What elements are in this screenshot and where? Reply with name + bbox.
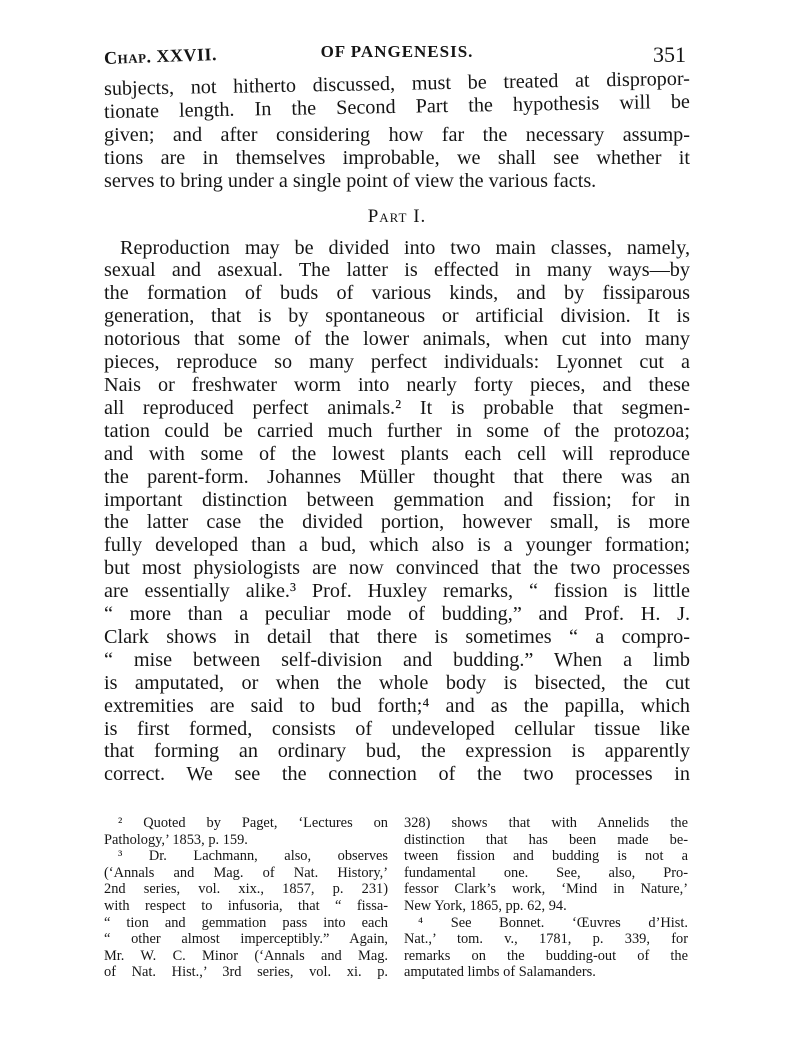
text-line: fully developed than a bud, which also is a younger formation; — [104, 534, 690, 557]
chapter-label: Chap. XXVII. — [103, 44, 218, 68]
text-line: Reproduction may be divided into two main classes, namely, — [120, 236, 690, 259]
text-line: “ more than a peculiar mode of budding,” and Prof. H. J. — [104, 603, 690, 626]
text-line: but most physiologists are now convinced that the two processes — [104, 557, 690, 580]
part-heading: Part I. — [367, 205, 427, 227]
footnote-line: fessor Clark’s work, ‘Mind in Nature,’ — [404, 881, 688, 898]
text-line: Clark shows in detail that there is sometimes “ a compro- — [104, 625, 690, 648]
footnote-line: tween fission and budding is not a — [404, 848, 688, 865]
body-text — [103, 67, 691, 786]
footnote-line: New York, 1865, pp. 62, 94. — [404, 897, 567, 914]
text-line: all reproduced perfect animals.² It is probable that segmen- — [104, 396, 690, 419]
text-line: are essentially alike.³ Prof. Huxley remarks, “ fission is little — [104, 580, 690, 603]
text-line: generation, that is by spontaneous or artificial division. It is — [104, 305, 690, 328]
footnote-line: ⁴ See Bonnet. ‘Œuvres d’Hist. — [418, 914, 688, 931]
text-line: “ mise between self-division and budding.” When a limb — [104, 648, 690, 671]
footnote-line: with respect to infusoria, that “ fissa- — [104, 897, 388, 914]
text-line: and with some of the lowest plants each cell will reproduce — [104, 442, 690, 465]
footnote-line: Mr. W. C. Minor (‘Annals and Mag. — [104, 947, 388, 964]
text-line: is amputated, or when the whole body is bisected, the cut — [104, 671, 690, 694]
text-line: subjects, not hitherto discussed, must be treated at dispropor- — [103, 67, 691, 100]
text-line: that forming an ordinary bud, the expression is apparently — [104, 740, 690, 763]
intro-paragraph — [103, 67, 691, 193]
footnote-line: remarks on the budding-out of the — [404, 947, 688, 964]
footnote-line: ³ Dr. Lachmann, also, observes — [118, 848, 388, 865]
text-line: the formation of buds of various kinds, and by fissiparous — [104, 282, 690, 305]
footnote-line: distinction that has been made be- — [404, 831, 688, 848]
page-number: 351 — [653, 42, 686, 67]
text-line: correct. We see the connection of the two processes in — [104, 763, 690, 786]
text-line: sexual and asexual. The latter is effected in many ways—by — [104, 259, 690, 282]
text-line: serves to bring under a single point of view the various facts. — [104, 169, 597, 192]
main-paragraph — [104, 237, 690, 787]
text-line: important distinction between gemmation and fission; for in — [104, 488, 690, 511]
footnote-line: (‘Annals and Mag. of Nat. History,’ — [104, 864, 388, 881]
text-line: given; and after considering how far the necessary assump- — [104, 123, 690, 146]
text-line: notorious that some of the lower animals, when cut into many — [104, 328, 690, 351]
footnote-line: Pathology,’ 1853, p. 159. — [104, 831, 248, 848]
text-line: pieces, reproduce so many perfect individuals: Lyonnet cut a — [104, 351, 690, 374]
text-line: tionate length. In the Second Part the hypothesis will be — [103, 90, 691, 123]
footnotes-right-column — [404, 815, 688, 981]
footnote-line: “ other almost imperceptibly.” Again, — [104, 931, 388, 948]
footnote-line: 328) shows that with Annelids the — [404, 815, 688, 831]
text-line: the latter case the divided portion, however small, is more — [104, 511, 690, 534]
footnote-line: Nat.,’ tom. v., 1781, p. 339, for — [404, 931, 688, 948]
running-title: OF PANGENESIS. — [320, 42, 474, 61]
footnote-line: 2nd series, vol. xix., 1857, p. 231) — [104, 881, 388, 898]
footnote-line: ² Quoted by Paget, ‘Lectures on — [118, 815, 388, 831]
footnotes — [104, 815, 688, 981]
text-line: the parent-form. Johannes Müller thought that there was an — [104, 465, 690, 488]
footnotes-left-column — [104, 815, 388, 981]
footnote-line: “ tion and gemmation pass into each — [104, 914, 388, 931]
text-line: tation could be carried much further in some of the protozoa; — [104, 419, 690, 442]
text-line: extremities are said to bud forth;⁴ and as the papilla, which — [104, 694, 690, 717]
footnote-line: fundamental one. See, also, Pro- — [404, 864, 688, 881]
footnote-line: amputated limbs of Salamanders. — [404, 964, 596, 981]
footnote-line: of Nat. Hist.,’ 3rd series, vol. xi. p. — [104, 964, 388, 981]
text-line: Nais or freshwater worm into nearly forty pieces, and these — [104, 373, 690, 396]
text-line: tions are in themselves improbable, we shall see whether it — [104, 146, 690, 169]
text-line: is first formed, consists of undeveloped cellular tissue like — [104, 717, 690, 740]
book-page — [104, 40, 690, 786]
